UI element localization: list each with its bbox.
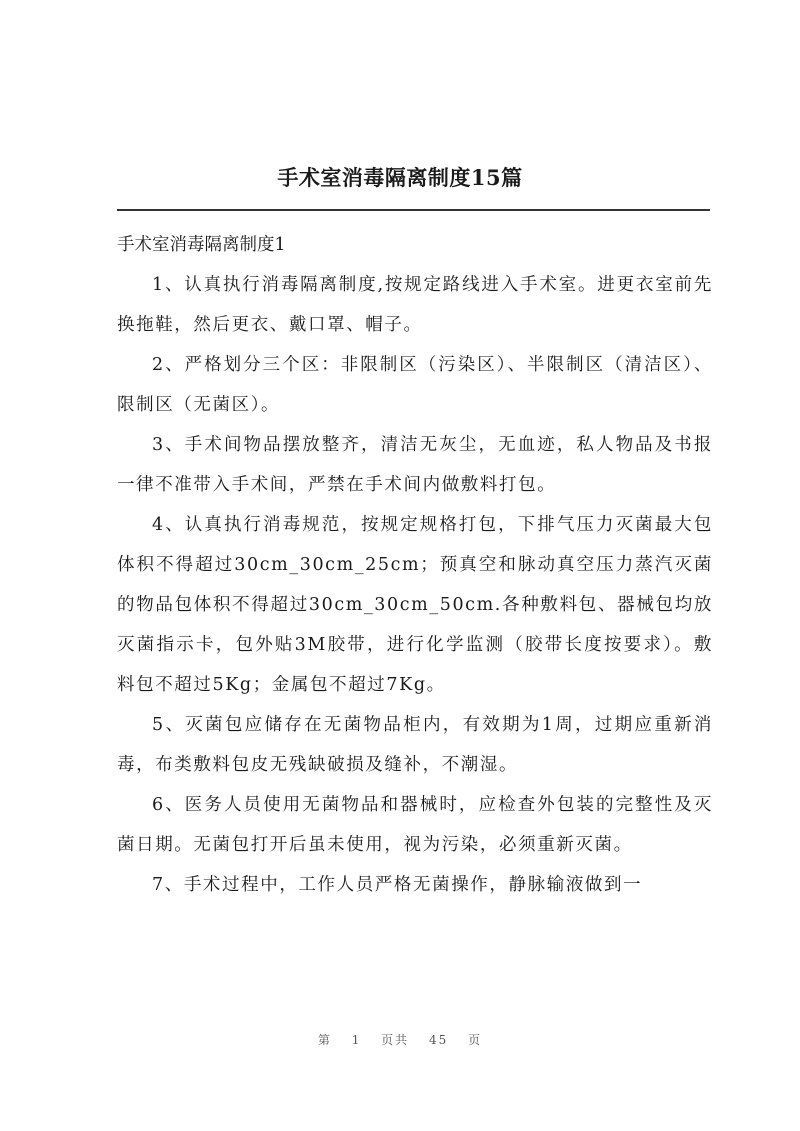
footer-suffix: 页 (468, 1033, 483, 1047)
page-footer (0, 1031, 800, 1048)
paragraph-3: 3、手术间物品摆放整齐，清洁无灰尘，无血迹，私人物品及书报一律不准带入手术间，严禁在手术间内做敷料打包。 (117, 435, 713, 495)
paragraph-2: 2、严格划分三个区：非限制区（污染区）、半限制区（清洁区）、限制区（无菌区）。 (117, 355, 713, 415)
document-body (117, 225, 713, 905)
paragraph-7: 7、手术过程中，工作人员严格无菌操作，静脉输液做到一 (152, 875, 643, 895)
footer-middle: 页共 (381, 1033, 410, 1047)
paragraph-6: 6、医务人员使用无菌物品和器械时，应检查外包装的完整性及灭菌日期。无菌包打开后虽未使用，视为污染，必须重新灭菌。 (117, 795, 713, 855)
footer-total-pages: 45 (429, 1033, 449, 1047)
section-heading: 手术室消毒隔离制度1 (117, 235, 286, 255)
footer-prefix: 第 (317, 1033, 332, 1047)
title-divider (117, 209, 710, 211)
document-title: 手术室消毒隔离制度15篇 (277, 165, 523, 190)
paragraph-1: 1、认真执行消毒隔离制度,按规定路线进入手术室。进更衣室前先换拖鞋，然后更衣、戴口罩、帽子。 (117, 275, 713, 335)
footer-page-number: 1 (351, 1033, 362, 1047)
paragraph-5: 5、灭菌包应储存在无菌物品柜内，有效期为1周，过期应重新消毒，布类敷料包皮无残缺破损及缝补，不潮湿。 (117, 715, 713, 775)
paragraph-4: 4、认真执行消毒规范，按规定规格打包，下排气压力灭菌最大包体积不得超过30cm_30cm_25cm；预真空和脉动真空压力蒸汽灭菌的物品包体积不得超过30cm_30cm_50cm.各种敷料包、器械包均放灭菌指示卡，包外贴3M胶带，进行化学监测（胶带长度按要求）。敷料包不超过5Kg；金属包不超过7Kg。 (117, 515, 713, 695)
